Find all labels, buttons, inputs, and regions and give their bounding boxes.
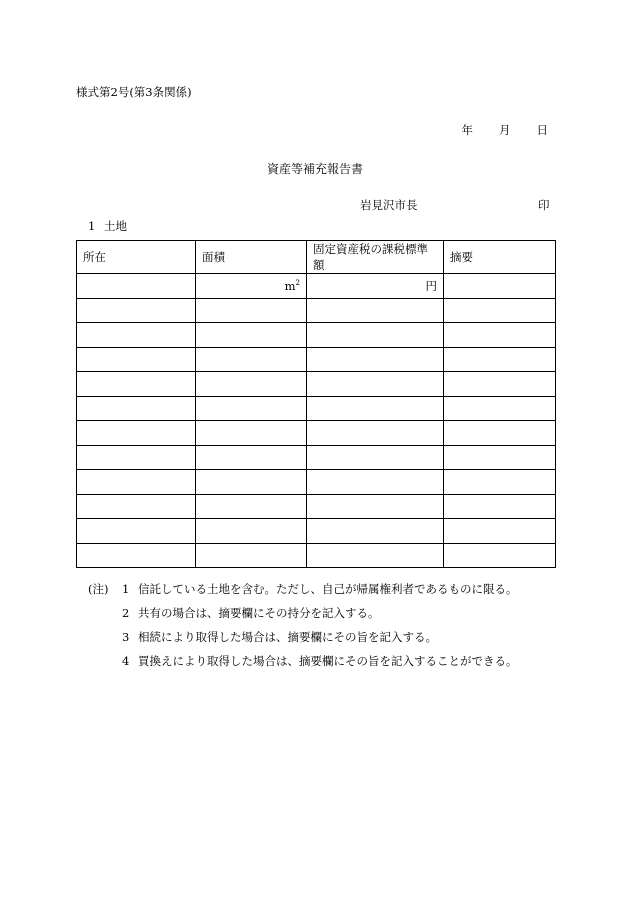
land-table — [76, 240, 556, 568]
header-tax-base: 固定資産税の課税標準額 — [307, 241, 444, 274]
cell-area[interactable] — [196, 323, 307, 348]
cell-remarks[interactable] — [444, 445, 556, 470]
cell-tax-base[interactable] — [307, 445, 444, 470]
table-row — [77, 347, 556, 372]
cell-tax-base[interactable] — [307, 298, 444, 323]
cell-area[interactable] — [196, 298, 307, 323]
cell-location[interactable] — [77, 323, 196, 348]
cell-location[interactable] — [77, 421, 196, 446]
cell-remarks[interactable] — [444, 372, 556, 397]
note-number: 3 — [122, 630, 130, 644]
note-item — [88, 629, 518, 653]
note-number: 2 — [122, 606, 130, 620]
table-row — [77, 470, 556, 495]
cell-location[interactable] — [77, 298, 196, 323]
seal-mark: 印 — [538, 198, 550, 212]
cell-remarks[interactable] — [444, 543, 556, 568]
cell-remarks[interactable] — [444, 274, 556, 299]
date-line — [462, 122, 549, 138]
notes — [88, 581, 518, 677]
cell-area[interactable] — [196, 274, 307, 299]
cell-location[interactable] — [77, 543, 196, 568]
cell-location[interactable] — [77, 470, 196, 495]
area-unit-sup: 2 — [295, 278, 300, 287]
date-year: 年 — [461, 123, 473, 137]
table-row — [77, 519, 556, 544]
cell-area[interactable] — [196, 396, 307, 421]
cell-area[interactable] — [196, 372, 307, 397]
cell-tax-base[interactable] — [307, 372, 444, 397]
note-text: 信託している土地を含む。ただし、自己が帰属権利者であるものに限る。 — [138, 582, 518, 596]
cell-remarks[interactable] — [444, 347, 556, 372]
cell-remarks[interactable] — [444, 298, 556, 323]
cell-location[interactable] — [77, 372, 196, 397]
header-area: 面積 — [196, 241, 307, 274]
note-number: 4 — [122, 654, 130, 668]
note-item — [88, 581, 518, 605]
cell-tax-base[interactable] — [307, 470, 444, 495]
note-number: 1 — [122, 582, 130, 596]
cell-location[interactable] — [77, 274, 196, 299]
recipient: 岩見沢市長 — [360, 198, 418, 212]
table-row — [77, 445, 556, 470]
table-row — [77, 421, 556, 446]
notes-heading: (注) — [88, 582, 109, 596]
cell-tax-base[interactable] — [307, 543, 444, 568]
table-row — [77, 323, 556, 348]
header-location: 所在 — [77, 241, 196, 274]
table-row — [77, 298, 556, 323]
cell-remarks[interactable] — [444, 396, 556, 421]
cell-tax-base[interactable] — [307, 323, 444, 348]
table-header-row — [77, 241, 556, 274]
note-item — [88, 605, 518, 629]
note-text: 共有の場合は、摘要欄にその持分を記入する。 — [138, 606, 380, 620]
cell-tax-base[interactable] — [307, 519, 444, 544]
section-label: 土地 — [104, 219, 127, 233]
note-text: 相続により取得した場合は、摘要欄にその旨を記入する。 — [138, 630, 437, 644]
cell-area[interactable] — [196, 470, 307, 495]
table-row — [77, 274, 556, 299]
table-row — [77, 372, 556, 397]
area-unit: m — [284, 278, 296, 293]
note-item — [88, 653, 518, 677]
date-month: 月 — [499, 123, 511, 137]
cell-location[interactable] — [77, 445, 196, 470]
cell-area[interactable] — [196, 445, 307, 470]
table-row — [77, 543, 556, 568]
header-remarks: 摘要 — [444, 241, 556, 274]
cell-area[interactable] — [196, 494, 307, 519]
cell-area[interactable] — [196, 347, 307, 372]
cell-tax-base[interactable] — [307, 494, 444, 519]
cell-area[interactable] — [196, 421, 307, 446]
date-day: 日 — [536, 123, 548, 137]
cell-location[interactable] — [77, 396, 196, 421]
value-unit: 円 — [425, 278, 437, 293]
cell-location[interactable] — [77, 494, 196, 519]
cell-remarks[interactable] — [444, 519, 556, 544]
table-row — [77, 396, 556, 421]
cell-tax-base[interactable] — [307, 396, 444, 421]
cell-tax-base[interactable] — [307, 274, 444, 299]
cell-area[interactable] — [196, 519, 307, 544]
cell-location[interactable] — [77, 347, 196, 372]
document-title: 資産等補充報告書 — [266, 162, 363, 176]
section-heading — [88, 218, 127, 234]
cell-location[interactable] — [77, 519, 196, 544]
cell-area[interactable] — [196, 543, 307, 568]
cell-remarks[interactable] — [444, 470, 556, 495]
cell-remarks[interactable] — [444, 494, 556, 519]
cell-tax-base[interactable] — [307, 421, 444, 446]
cell-remarks[interactable] — [444, 421, 556, 446]
table-row — [77, 494, 556, 519]
form-number: 様式第2号(第3条関係) — [76, 85, 192, 99]
cell-tax-base[interactable] — [307, 347, 444, 372]
note-text: 買換えにより取得した場合は、摘要欄にその旨を記入することができる。 — [138, 654, 518, 668]
cell-remarks[interactable] — [444, 323, 556, 348]
section-number: 1 — [88, 219, 96, 233]
